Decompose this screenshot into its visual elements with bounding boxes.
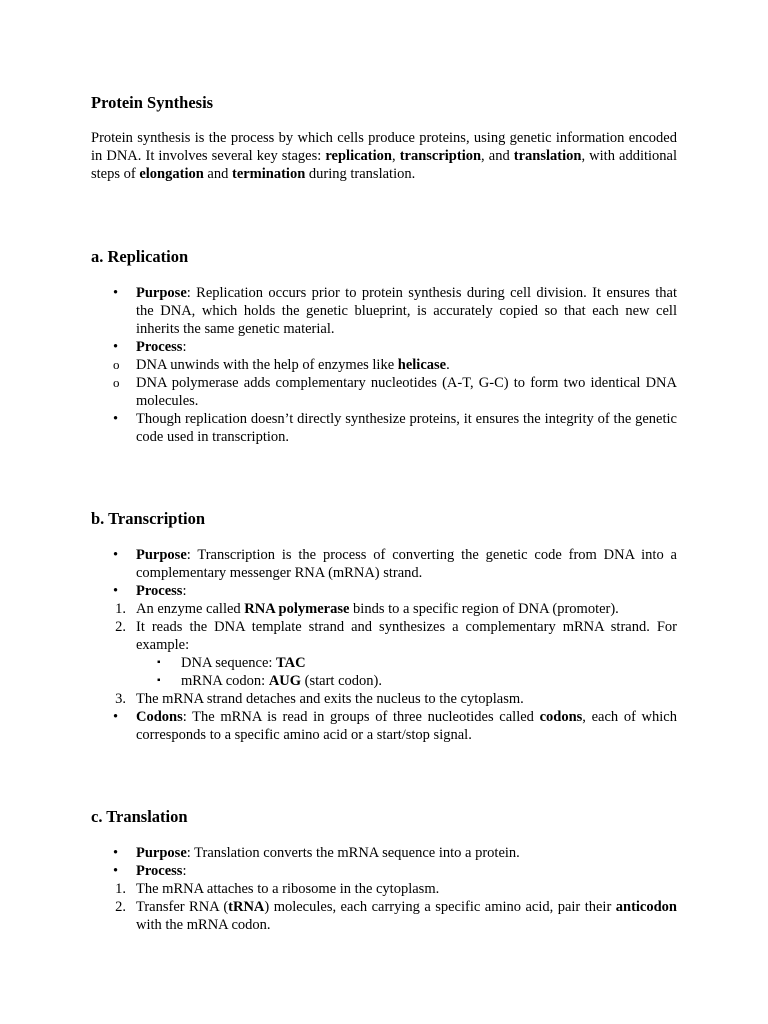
intro-bold-elongation: elongation: [139, 166, 204, 182]
step-bold: helicase: [397, 357, 447, 373]
codons-text: , each of which corresponds to a specific amino acid or a start/stop signal.: [136, 709, 677, 743]
numbered-item: [91, 898, 677, 934]
step-text: An enzyme called: [136, 601, 245, 617]
intro-text: during translation.: [305, 166, 416, 182]
codons-text: : The mRNA is read in groups of three nucleotides called: [182, 709, 540, 725]
numbered-item: [91, 618, 677, 690]
step-text: Transfer RNA (: [136, 899, 229, 915]
step-text: ) molecules, each carrying a specific amino acid, pair their: [264, 899, 616, 915]
step-text: DNA unwinds with the help of enzymes like: [136, 357, 398, 373]
period: .: [446, 357, 450, 373]
item-number: 1.: [115, 881, 126, 897]
intro-text: , with additional steps of: [91, 148, 678, 182]
example-text: DNA sequence:: [181, 655, 277, 671]
item-number: 2.: [115, 619, 126, 635]
step-text: with the mRNA codon.: [136, 917, 271, 933]
colon: :: [182, 863, 187, 879]
numbered-item: [91, 880, 677, 898]
process-label: Process: [136, 583, 183, 599]
colon: :: [182, 583, 187, 599]
step-text: It reads the DNA template strand and synthesizes a complementary mRNA strand. For example:: [136, 619, 677, 653]
intro-bold-replication: replication: [325, 148, 392, 164]
codons-label: Codons: [136, 709, 183, 725]
step-bold: anticodon: [615, 899, 677, 915]
intro-bold-termination: termination: [231, 166, 306, 182]
numbered-item: [91, 600, 677, 618]
example-bold: TAC: [276, 655, 306, 671]
intro-sep: ,: [391, 148, 400, 164]
list-item: [91, 546, 677, 582]
bullet-marker: •: [113, 339, 119, 355]
bullet-marker: •: [113, 547, 119, 563]
replication-list: [91, 284, 677, 446]
step-text: binds to a specific region of DNA (promoter).: [349, 601, 619, 617]
bullet-marker: •: [113, 583, 119, 599]
intro-bold-translation: translation: [513, 148, 582, 164]
step-text: The mRNA strand detaches and exits the nucleus to the cytoplasm.: [136, 691, 524, 707]
list-item: [91, 708, 677, 744]
intro-paragraph: [91, 129, 677, 183]
colon: :: [182, 339, 187, 355]
purpose-text: : Translation converts the mRNA sequence into a protein.: [186, 845, 520, 861]
sub-list-item: [91, 374, 677, 410]
example-item: [136, 672, 677, 690]
circle-marker: o: [113, 357, 120, 372]
intro-bold-transcription: transcription: [399, 148, 482, 164]
intro-sep: , and: [481, 148, 514, 164]
list-item: [91, 862, 677, 934]
example-text: (start codon).: [301, 673, 382, 689]
process-label: Process: [136, 863, 183, 879]
bullet-marker: •: [113, 863, 119, 879]
bullet-marker: •: [113, 845, 119, 861]
purpose-label: Purpose: [136, 285, 187, 301]
sub-list-item: [91, 356, 677, 374]
purpose-label: Purpose: [136, 547, 187, 563]
bullet-marker: •: [113, 709, 119, 725]
list-item: [91, 284, 677, 338]
circle-marker: o: [113, 375, 120, 390]
example-bold: AUG: [268, 673, 302, 689]
step-bold: RNA polymerase: [244, 601, 350, 617]
item-number: 1.: [115, 601, 126, 617]
section-title-replication: a. Replication: [91, 247, 189, 266]
step-text: DNA polymerase adds complementary nucleotides (A-T, G-C) to form two identical DNA molecules.: [136, 375, 677, 409]
example-item: [136, 654, 677, 672]
purpose-text: : Transcription is the process of converting the genetic code from DNA into a complementary messenger RNA (mRNA) strand.: [136, 547, 677, 581]
codons-bold: codons: [539, 709, 583, 725]
transcription-list: [91, 546, 677, 744]
section-title-translation: c. Translation: [91, 807, 188, 826]
step-bold: tRNA: [228, 899, 265, 915]
list-item: [91, 338, 677, 410]
document-page: [91, 93, 677, 934]
item-number: 2.: [115, 899, 126, 915]
item-number: 3.: [115, 691, 126, 707]
square-marker: ▪: [157, 657, 161, 668]
document-title: Protein Synthesis: [91, 93, 214, 112]
translation-list: [91, 844, 677, 934]
bullet-marker: •: [113, 411, 119, 427]
square-marker: ▪: [157, 675, 161, 686]
purpose-label: Purpose: [136, 845, 187, 861]
list-item: [91, 582, 677, 708]
list-item: [91, 410, 677, 446]
example-text: mRNA codon:: [181, 673, 269, 689]
numbered-item: [91, 690, 677, 708]
intro-text: Protein synthesis is the process by which cells produce proteins, using genetic information encoded in DNA. It involves several key stages:: [91, 130, 677, 164]
purpose-text: : Replication occurs prior to protein synthesis during cell division. It ensures that the DNA, which holds the genetic blueprint, is accurately copied so that each new cell inherits the same genetic material.: [136, 285, 677, 337]
bullet-marker: •: [113, 285, 119, 301]
section-title-transcription: b. Transcription: [91, 509, 205, 528]
process-label: Process: [136, 339, 183, 355]
note-text: Though replication doesn’t directly synthesize proteins, it ensures the integrity of the genetic code used in transcription.: [136, 411, 677, 445]
list-item: [91, 844, 677, 862]
intro-text: and: [203, 166, 232, 182]
step-text: The mRNA attaches to a ribosome in the cytoplasm.: [136, 881, 440, 897]
